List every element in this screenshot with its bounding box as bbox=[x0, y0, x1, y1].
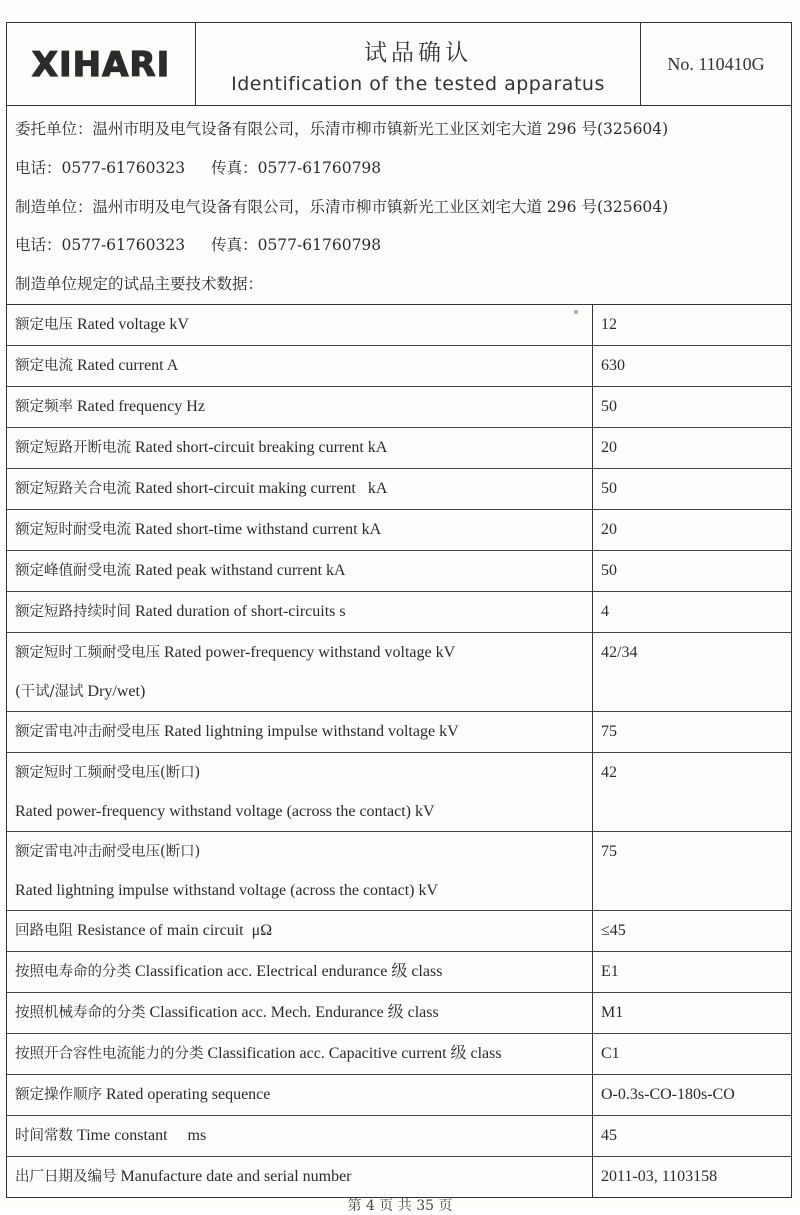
parameter-label bbox=[7, 427, 593, 468]
parameter-label-en: Rated operating sequence bbox=[106, 1085, 271, 1103]
parameter-label-en: Rated short-circuit breaking current kA bbox=[135, 438, 388, 456]
parameter-value: 42/34 bbox=[601, 643, 638, 661]
table-row bbox=[7, 711, 791, 752]
parameter-value: 50 bbox=[601, 479, 617, 497]
parameter-label bbox=[7, 992, 593, 1033]
manufacturer-phone: 电话：0577-61760323 bbox=[15, 236, 186, 255]
parameter-label-en: Rated frequency Hz bbox=[77, 397, 205, 415]
parameter-label-zh: 时间常数 bbox=[15, 1127, 73, 1144]
parameter-value: 50 bbox=[601, 561, 617, 579]
table-row bbox=[7, 992, 791, 1033]
parameter-value: 20 bbox=[601, 438, 617, 456]
ink-speck bbox=[574, 310, 578, 314]
parameter-label-en: Rated lightning impulse withstand voltage kV bbox=[164, 722, 459, 740]
client-info bbox=[7, 106, 791, 305]
parameter-label-en: Rated voltage kV bbox=[77, 315, 189, 333]
parameter-label-en: Time constant ms bbox=[77, 1126, 207, 1144]
parameter-label-zh: 按照开合容性电流能力的分类 bbox=[15, 1045, 204, 1062]
parameter-value: 50 bbox=[601, 397, 617, 415]
parameter-label-en: Rated short-time withstand current kA bbox=[135, 520, 382, 538]
table-row bbox=[7, 427, 791, 468]
parameter-label-zh: 额定短路开断电流 bbox=[15, 439, 131, 456]
parameter-value: 630 bbox=[601, 356, 625, 374]
parameter-label bbox=[7, 831, 593, 910]
table-row bbox=[7, 591, 791, 632]
parameter-label bbox=[7, 591, 593, 632]
parameter-label-en: Manufacture date and serial number bbox=[120, 1167, 352, 1185]
client-phone: 电话：0577-61760323 bbox=[15, 158, 186, 177]
report-header bbox=[7, 23, 791, 106]
parameter-label-en-line2: Rated lightning impulse withstand voltage (across the contact) kV bbox=[15, 881, 439, 899]
parameter-label-zh: 额定频率 bbox=[15, 398, 73, 415]
client-line: 委托单位：温州市明及电气设备有限公司，乐清市柳市镇新光工业区刘宅大道 296 号(325604) bbox=[15, 120, 669, 138]
parameter-label-en-line2: Rated power-frequency withstand voltage (across the contact) kV bbox=[15, 802, 435, 820]
document-number: No. 110410G bbox=[667, 53, 765, 74]
parameter-label-en: Classification acc. Electrical endurance 级 class bbox=[135, 962, 443, 980]
parameter-label-en: Classification acc. Capacitive current 级 class bbox=[207, 1044, 502, 1062]
parameter-value: 4 bbox=[601, 602, 609, 620]
client-fax: 传真：0577-61760798 bbox=[211, 158, 382, 177]
title-chinese: 试品确认 bbox=[364, 39, 472, 66]
parameter-label-en: Rated peak withstand current kA bbox=[135, 561, 346, 579]
table-row bbox=[7, 910, 791, 951]
parameter-value: C1 bbox=[601, 1044, 620, 1062]
table-row bbox=[7, 509, 791, 550]
parameter-label-zh: 额定操作顺序 bbox=[15, 1086, 102, 1103]
parameter-label bbox=[7, 1074, 593, 1115]
parameter-label-zh: 额定短路关合电流 bbox=[15, 480, 131, 497]
table-row bbox=[7, 831, 791, 910]
parameter-label-zh: 额定短时工频耐受电压(断口) bbox=[15, 764, 201, 781]
manufacturer-line: 制造单位：温州市明及电气设备有限公司，乐清市柳市镇新光工业区刘宅大道 296 号(325604) bbox=[15, 197, 669, 216]
logo-text: XIHARI bbox=[31, 45, 171, 84]
table-row bbox=[7, 345, 791, 386]
parameter-label bbox=[7, 550, 593, 591]
parameter-label-zh: 额定雷电冲击耐受电压 bbox=[15, 723, 160, 740]
parameter-label-zh: 按照机械寿命的分类 bbox=[15, 1004, 146, 1021]
parameter-label bbox=[7, 345, 593, 386]
parameter-label bbox=[7, 1115, 593, 1156]
parameter-label-zh: 额定电压 bbox=[15, 316, 73, 333]
parameter-value: 42 bbox=[601, 763, 617, 781]
parameter-label-en: Rated current A bbox=[77, 356, 179, 374]
table-row bbox=[7, 951, 791, 992]
parameter-label-zh: 额定短时工频耐受电压 bbox=[15, 644, 160, 661]
parameter-label-zh: 额定电流 bbox=[15, 357, 73, 374]
table-row bbox=[7, 632, 791, 711]
company-logo bbox=[7, 23, 196, 105]
parameter-label-en-line2: Dry/wet) bbox=[87, 682, 146, 700]
parameter-value: 12 bbox=[601, 315, 617, 333]
table-row bbox=[7, 1033, 791, 1074]
table-row bbox=[7, 1074, 791, 1115]
title-english: Identification of the tested apparatus bbox=[231, 72, 605, 95]
table-row bbox=[7, 1156, 791, 1197]
table-row bbox=[7, 752, 791, 831]
parameter-label-zh: 额定峰值耐受电流 bbox=[15, 562, 131, 579]
table-row bbox=[7, 386, 791, 427]
parameter-label-zh: 出厂日期及编号 bbox=[15, 1168, 117, 1185]
table-row bbox=[7, 468, 791, 509]
tech-data-heading: 制造单位规定的试品主要技术数据： bbox=[15, 275, 264, 294]
parameter-label-zh: 按照电寿命的分类 bbox=[15, 963, 131, 980]
parameter-label bbox=[7, 632, 593, 711]
parameter-label-en: Resistance of main circuit μΩ bbox=[77, 921, 273, 939]
xihari-logo-icon bbox=[21, 44, 181, 84]
parameter-label-zh: 额定雷电冲击耐受电压(断口) bbox=[15, 843, 201, 860]
client-contact-line bbox=[15, 149, 791, 188]
parameter-label bbox=[7, 951, 593, 992]
parameter-label-en: Rated power-frequency withstand voltage kV bbox=[164, 643, 456, 661]
parameter-label bbox=[7, 386, 593, 427]
parameter-label bbox=[7, 752, 593, 831]
table-row bbox=[7, 550, 791, 591]
parameter-label-en: Rated short-circuit making current kA bbox=[135, 479, 388, 497]
manufacturer-fax: 传真：0577-61760798 bbox=[211, 236, 382, 255]
report-title bbox=[196, 23, 641, 105]
parameter-value: 75 bbox=[601, 722, 617, 740]
parameter-label bbox=[7, 910, 593, 951]
parameter-value: O-0.3s-CO-180s-CO bbox=[601, 1085, 735, 1103]
parameter-value: M1 bbox=[601, 1003, 624, 1021]
page-footer: 第 4 页 共 35 页 bbox=[347, 1198, 453, 1214]
parameter-label bbox=[7, 468, 593, 509]
parameter-value: 20 bbox=[601, 520, 617, 538]
parameter-label-zh: 回路电阻 bbox=[15, 922, 73, 939]
parameter-note-zh: (干试/湿试 bbox=[15, 683, 84, 700]
parameter-label bbox=[7, 1156, 593, 1197]
parameter-value: 75 bbox=[601, 842, 617, 860]
manufacturer-contact-line bbox=[15, 226, 791, 265]
parameter-value: E1 bbox=[601, 962, 619, 980]
parameter-label bbox=[7, 1033, 593, 1074]
parameter-label-zh: 额定短时耐受电流 bbox=[15, 521, 131, 538]
parameter-label bbox=[7, 711, 593, 752]
parameter-value: ≤45 bbox=[601, 921, 626, 939]
table-row bbox=[7, 305, 791, 346]
parameter-label-zh: 额定短路持续时间 bbox=[15, 603, 131, 620]
parameter-value: 45 bbox=[601, 1126, 617, 1144]
table-row bbox=[7, 1115, 791, 1156]
parameter-value: 2011-03, 1103158 bbox=[601, 1167, 718, 1185]
parameter-label-en: Rated duration of short-circuits s bbox=[135, 602, 346, 620]
parameter-label-en: Classification acc. Mech. Endurance 级 class bbox=[149, 1003, 439, 1021]
parameter-label bbox=[7, 509, 593, 550]
parameter-label bbox=[7, 305, 593, 346]
test-report-form bbox=[6, 22, 792, 1198]
technical-data-table bbox=[7, 305, 791, 1197]
